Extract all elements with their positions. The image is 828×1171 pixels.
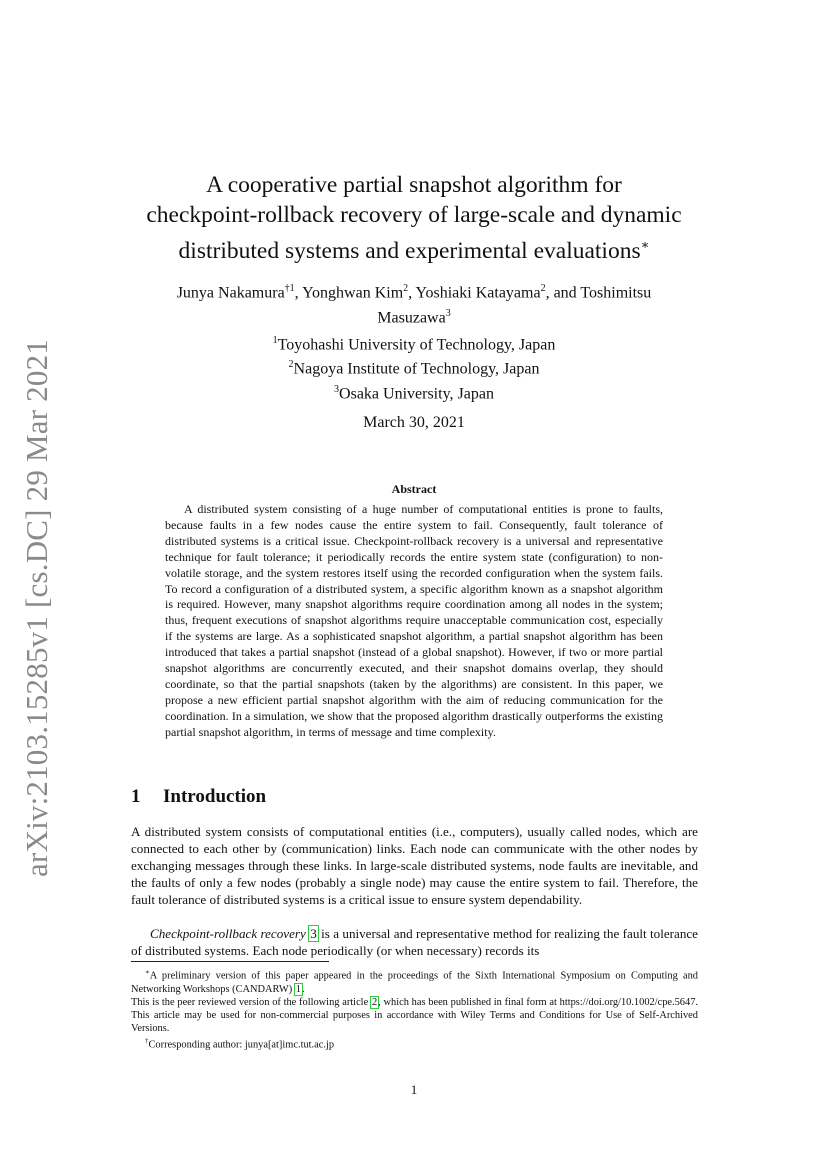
affiliation-mark: 2 — [288, 359, 294, 371]
footnote-2-text-rest: , which has been published in final form at https://doi.org/10.1002/cpe.5647. This article may be used for non-commercial purposes in accordance with Wiley Terms and Conditions for Use of Self-Archived Versions. — [131, 996, 698, 1034]
author-list — [120, 278, 708, 329]
citation-link[interactable]: 3 — [310, 926, 317, 941]
footnote-3-text: Corresponding author: junya[at]imc.tut.ac.jp — [148, 1039, 335, 1051]
author-4-affiliation: 3 — [445, 308, 451, 320]
arxiv-identifier-text: arXiv:2103.15285v1 [cs.DC] 29 Mar 2021 — [19, 339, 54, 877]
intro-paragraph-1: A distributed system consists of computational entities (i.e., computers), usually called nodes, which are connected to each other by (communication) links. Each node can communicate with the other nodes by exchanging messages through these links. In large-scale distributed systems, node faults are inevitable, and the faults of only a few nodes (probably a single node) may cause the entire system to fail. Therefore, the fault tolerance of distributed systems is a critical issue to ensure system dependability. — [131, 824, 698, 907]
affiliation-name: Nagoya Institute of Technology, Japan — [293, 360, 540, 378]
author-4-surname: Masuzawa — [377, 309, 446, 327]
footnote-1-end: . — [301, 983, 305, 995]
section-heading — [131, 786, 266, 808]
publication-date: March 30, 2021 — [363, 414, 465, 431]
footnote-3 — [131, 1035, 698, 1052]
affiliation-mark: 3 — [334, 383, 340, 395]
footnotes — [131, 966, 698, 1052]
author-1-affiliation: †1 — [284, 283, 295, 294]
author-4: , and Toshimitsu — [545, 284, 652, 302]
title-line-1: A cooperative partial snapshot algorithm for — [206, 172, 622, 198]
footnote-3-mark: † — [145, 1036, 149, 1045]
affiliation-item — [120, 380, 708, 404]
author-2: , Yonghwan Kim — [294, 284, 404, 302]
author-1: Junya Nakamura — [176, 284, 285, 302]
affiliation-item — [120, 331, 708, 355]
affiliation-mark: 1 — [272, 335, 278, 346]
author-3: , Yoshiaki Katayama — [408, 284, 541, 302]
page-number: 1 — [410, 1082, 418, 1097]
intro-paragraph-2 — [131, 925, 698, 959]
section-number: 1 — [131, 786, 141, 807]
author-3-affiliation: 2 — [540, 283, 546, 294]
intro-paragraph-2-text: is a universal and representative method for realizing the fault tolerance of distributed systems. Each node periodically (or when necessary) records its — [131, 926, 698, 958]
footnote-2-text: This is the peer reviewed version of the following article — [131, 996, 371, 1008]
citation-link[interactable]: 2 — [371, 996, 378, 1008]
footnote-1-continued — [131, 996, 698, 1035]
abstract-body: A distributed system consisting of a huge number of computational entities is prone to faults, because faults in a few nodes cause the entire system to fail. Consequently, fault tolerance of distributed systems is a critical issue. Checkpoint-rollback recovery is a universal and representative technique for fault tolerance; it periodically records the entire system state (configuration) to non-volatile storage, and the system restores itself using the recorded configuration when the system fails. To record a configuration of a distributed system, a specific algorithm known as a snapshot algorithm is required. However, many snapshot algorithms require coordination among all nodes in the system; thus, frequent executions of snapshot algorithms require unacceptable communication cost, especially if the systems are large. As a sophisticated snapshot algorithm, a partial snapshot algorithm has been introduced that takes a partial snapshot (instead of a global snapshot). However, if two or more partial snapshot algorithms are concurrently executed, and their snapshot domains overlap, they should coordinate, so that the partial snapshots (taken by the algorithms) are consistent. In this paper, we propose a new efficient partial snapshot algorithm with the aim of reducing communication for the coordination. In a simulation, we show that the proposed algorithm drastically outperforms the existing partial snapshot algorithm, in terms of message and time complexity. — [165, 502, 663, 739]
footnote-1-text: A preliminary version of this paper appeared in the proceedings of the Sixth International Symposium on Computing and Networking Workshops (CANDARW) — [131, 970, 698, 995]
paper-title — [120, 170, 708, 266]
emphasized-term: Checkpoint-rollback recovery — [150, 926, 306, 941]
title-line-2: checkpoint-rollback recovery of large-scale and dynamic — [146, 202, 682, 228]
affiliation-list — [120, 331, 708, 404]
author-2-affiliation: 2 — [403, 283, 409, 294]
citation-link[interactable]: 1 — [295, 983, 301, 995]
affiliation-name: Toyohashi University of Technology, Japan — [277, 336, 556, 354]
footnote-rule — [131, 961, 329, 962]
abstract-heading: Abstract — [391, 482, 437, 496]
section-title: Introduction — [163, 786, 267, 807]
title-line-3: distributed systems and experimental evaluations — [178, 237, 641, 264]
footnote-1 — [131, 966, 698, 996]
affiliation-item — [120, 355, 708, 379]
footnote-1-mark: ∗ — [145, 968, 150, 976]
affiliation-name: Osaka University, Japan — [339, 384, 494, 402]
title-footnote-mark: ∗ — [640, 237, 650, 252]
